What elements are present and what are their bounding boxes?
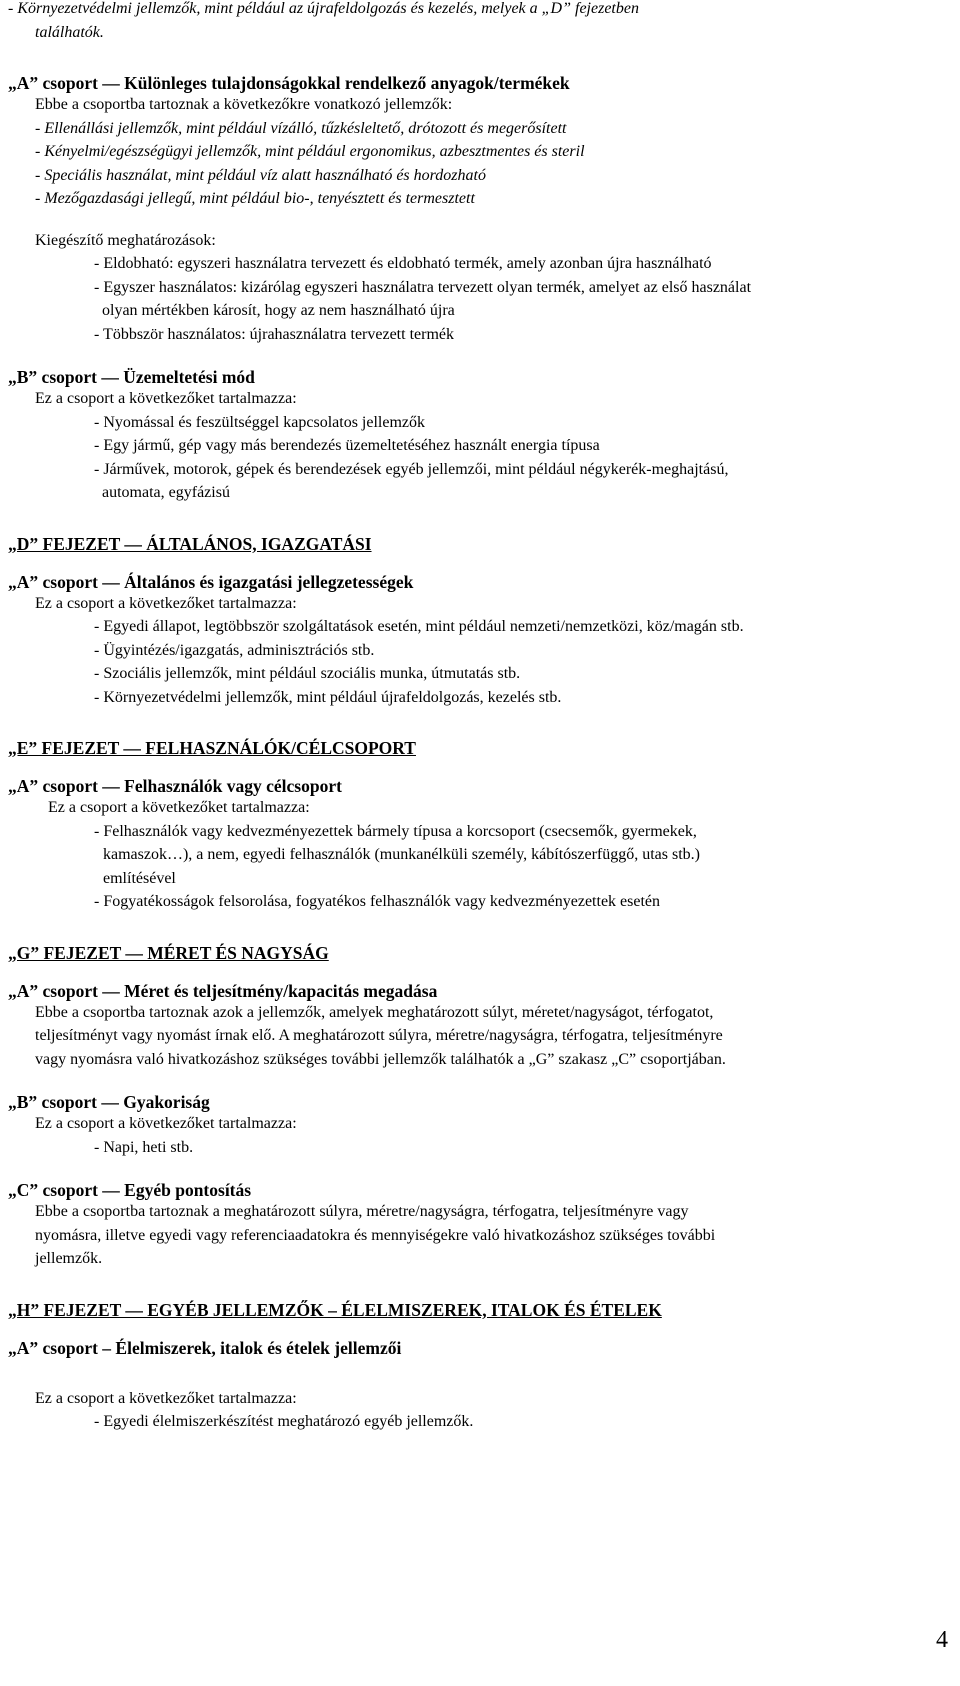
list-item: - Egyedi élelmiszerkészítést meghatározó egyéb jellemzők. — [94, 1413, 474, 1430]
list-item: - Mezőgazdasági jellegű, mint például bio-, tenyésztett és termesztett — [35, 190, 475, 207]
list-item: - Fogyatékosságok felsorolása, fogyatékos felhasználók vagy kedvezményezettek esetén — [94, 893, 661, 910]
list-item: - Szociális jellemzők, mint például szociális munka, útmutatás stb. — [94, 665, 521, 682]
paragraph-line: Ebbe a csoportba tartoznak a meghatározott súlyra, méretre/nagyságra, térfogatra, teljesítményre vagy — [35, 1203, 689, 1220]
list-item: - Ellenállási jellemzők, mint például vízálló, tűzkésleltető, drótozott és megerősített — [35, 119, 567, 137]
section-heading: „B” csoport — Üzemeltetési mód — [8, 367, 255, 387]
paragraph-line: nyomásra, illetve egyedi vagy referenciaadatokra és mennyiségekre való hivatkozáshoz szükséges további — [35, 1226, 716, 1244]
section-intro: Ez a csoport a következőket tartalmazza: — [35, 594, 297, 612]
section-intro: Ebbe a csoportba tartoznak a következőkre vonatkozó jellemzők: — [35, 96, 453, 113]
section-heading: „A” csoport — Felhasználók vagy célcsoport — [8, 776, 342, 796]
section-heading: „A” csoport — Méret és teljesítmény/kapacitás megadása — [8, 980, 438, 1001]
list-item-continuation: automata, egyfázisú — [102, 484, 230, 501]
list-item: - Egyszer használatos: kizárólag egyszeri használatra tervezett olyan termék, amelyet az első használat — [94, 278, 752, 296]
paragraph-line: Ebbe a csoportba tartoznak azok a jellemzők, amelyek meghatározott súlyt, méretet/nagyságot, térfogatot, — [35, 1003, 714, 1021]
list-item: - Környezetvédelmi jellemzők, mint például újrafeldolgozás, kezelés stb. — [94, 688, 562, 706]
page-content — [8, 0, 948, 1434]
chapter-heading: „G” FEJEZET — MÉRET ÉS NAGYSÁG — [8, 942, 329, 963]
definitions-title: Kiegészítő meghatározások: — [35, 231, 216, 249]
intro-line: találhatók. — [35, 23, 104, 41]
list-item-continuation: olyan mértékben károsít, hogy az nem használható újra — [102, 302, 455, 319]
list-item: - Járművek, motorok, gépek és berendezések egyéb jellemzői, mint például négykerék-meghajtású, — [94, 460, 729, 478]
list-item-continuation: kamaszok…), a nem, egyedi felhasználók (munkanélküli személy, kábítószerfüggő, utas stb.) — [103, 846, 700, 863]
list-item: - Napi, heti stb. — [94, 1138, 194, 1156]
chapter-heading: „E” FEJEZET — FELHASZNÁLÓK/CÉLCSOPORT — [8, 738, 416, 758]
list-item: - Speciális használat, mint például víz alatt használható és hordozható — [35, 166, 486, 184]
section-heading: „B” csoport — Gyakoriság — [8, 1092, 210, 1112]
chapter-heading: „D” FEJEZET — ÁLTALÁNOS, IGAZGATÁSI — [8, 533, 372, 554]
chapter-heading: „H” FEJEZET — EGYÉB JELLEMZŐK – ÉLELMISZEREK, ITALOK ÉS ÉTELEK — [8, 1299, 662, 1320]
list-item: - Kényelmi/egészségügyi jellemzők, mint például ergonomikus, azbesztmentes és steril — [35, 143, 585, 160]
list-item: - Eldobható: egyszeri használatra tervezett és eldobható termék, amely azonban újra használható — [94, 255, 712, 272]
section-intro: Ez a csoport a következőket tartalmazza: — [35, 1115, 297, 1132]
paragraph-line: teljesítményt vagy nyomást írnak elő. A meghatározott súlyra, méretre/nagyságra, térfogatra, teljesítményre — [35, 1027, 723, 1044]
list-item-continuation: említésével — [103, 869, 176, 887]
section-heading: „A” csoport — Különleges tulajdonságokkal rendelkező anyagok/termékek — [8, 73, 570, 93]
intro-line: - Környezetvédelmi jellemzők, mint például az újrafeldolgozás és kezelés, melyek a „D” fejezetben — [8, 0, 639, 17]
page-number: 4 — [936, 1627, 948, 1653]
section-intro: Ez a csoport a következőket tartalmazza: — [35, 1389, 297, 1407]
list-item: - Egyedi állapot, legtöbbször szolgáltatások esetén, mint például nemzeti/nemzetközi, köz/magán stb. — [94, 618, 744, 635]
section-intro: Ez a csoport a következőket tartalmazza: — [35, 390, 297, 407]
section-heading: „A” csoport – Élelmiszerek, italok és ételek jellemzői — [8, 1337, 402, 1358]
section-heading: „C” csoport — Egyéb pontosítás — [8, 1180, 252, 1200]
section-intro: Ez a csoport a következőket tartalmazza: — [48, 799, 310, 816]
section-heading: „A” csoport — Általános és igazgatási jellegzetességek — [8, 571, 414, 592]
list-item: - Nyomással és feszültséggel kapcsolatos jellemzők — [94, 413, 426, 431]
paragraph-line: vagy nyomásra való hivatkozáshoz szükséges további jellemzők találhatók a „G” szakasz „C” csoportjában. — [35, 1050, 726, 1068]
list-item: - Ügyintézés/igazgatás, adminisztrációs stb. — [94, 641, 375, 659]
list-item: - Többször használatos: újrahasználatra tervezett termék — [94, 325, 454, 343]
list-item: - Felhasználók vagy kedvezményezettek bármely típusa a korcsoport (csecsemők, gyermekek, — [94, 822, 697, 840]
list-item: - Egy jármű, gép vagy más berendezés üzemeltetéséhez használt energia típusa — [94, 437, 600, 454]
paragraph-line: jellemzők. — [35, 1250, 103, 1267]
